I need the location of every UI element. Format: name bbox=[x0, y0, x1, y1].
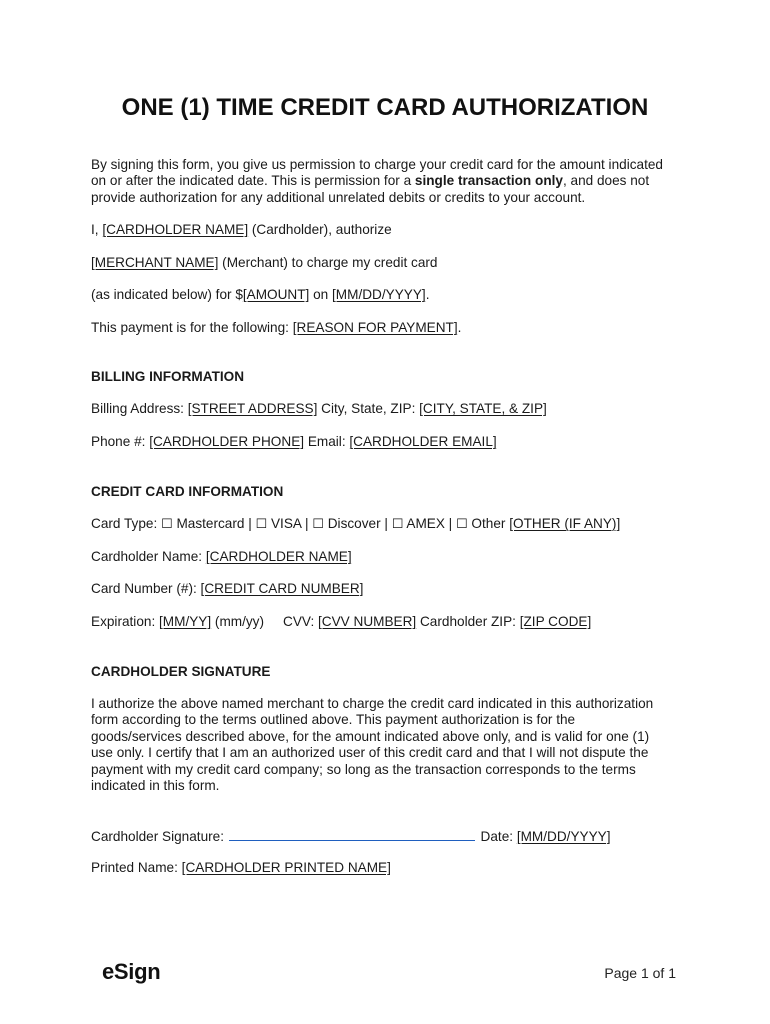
authorize-text: I, bbox=[91, 222, 103, 237]
merchant-name-field[interactable]: [MERCHANT NAME] bbox=[91, 255, 219, 270]
signature-label: Cardholder Signature: bbox=[91, 829, 228, 844]
expiration-label: Expiration: bbox=[91, 614, 160, 629]
intro-line bbox=[91, 173, 681, 189]
payment-reason-line bbox=[91, 320, 691, 336]
document-title: ONE (1) TIME CREDIT CARD AUTHORIZATION bbox=[121, 94, 649, 121]
intro-line: provide authorization for any additional unrelated debits or credits to your account. bbox=[91, 189, 586, 205]
reason-label: This payment is for the following: bbox=[91, 320, 293, 335]
authorize-text: (Cardholder), authorize bbox=[248, 222, 392, 237]
amex-label: AMEX | bbox=[403, 516, 456, 531]
amex-checkbox[interactable]: ☐ bbox=[391, 516, 404, 531]
printed-name-field[interactable]: [CARDHOLDER PRINTED NAME] bbox=[181, 860, 391, 875]
intro-line: By signing this form, you give us permission to charge your credit card for the amount indicated bbox=[91, 157, 663, 172]
visa-label: VISA | bbox=[267, 516, 313, 531]
authorize-text: . bbox=[425, 287, 430, 302]
other-label: Other bbox=[467, 516, 510, 531]
terms-line: use only. I certify that I am an authorized user of this credit card and that I will not dispute the bbox=[91, 745, 649, 761]
other-checkbox[interactable]: ☐ bbox=[456, 516, 468, 531]
phone-label: Phone #: bbox=[91, 434, 150, 449]
card-type-label: Card Type: bbox=[91, 516, 162, 531]
terms-line: goods/services described above, for the amount indicated above only, and is valid for one (1) bbox=[91, 728, 650, 744]
other-card-field[interactable]: [OTHER (IF ANY)] bbox=[509, 516, 621, 531]
authorize-text: . bbox=[457, 320, 462, 335]
printed-name-line bbox=[91, 860, 691, 876]
signature-field[interactable] bbox=[229, 827, 475, 841]
page-number: Page 1 of 1 bbox=[604, 965, 676, 981]
authorize-amount-line bbox=[91, 287, 691, 303]
terms-line: I authorize the above named merchant to charge the credit card indicated in this authorization bbox=[91, 696, 654, 711]
signature-terms-paragraph bbox=[91, 696, 681, 794]
authorize-text: on bbox=[309, 287, 333, 302]
charge-date-field[interactable]: [MM/DD/YYYY] bbox=[332, 287, 426, 302]
credit-card-heading: CREDIT CARD INFORMATION bbox=[91, 484, 284, 499]
mastercard-label: Mastercard | bbox=[172, 516, 256, 531]
amount-field[interactable]: [AMOUNT] bbox=[242, 287, 310, 302]
terms-line: form according to the terms outlined above. This payment authorization is for the bbox=[91, 712, 576, 728]
cvv-label: CVV: bbox=[283, 614, 318, 629]
single-transaction-emphasis: single transaction only bbox=[414, 173, 563, 189]
visa-checkbox[interactable]: ☐ bbox=[255, 516, 268, 531]
card-type-line bbox=[91, 516, 691, 532]
card-expiration-line bbox=[91, 614, 691, 630]
mastercard-checkbox[interactable]: ☐ bbox=[161, 516, 173, 531]
terms-line: payment with my credit card company; so long as the transaction corresponds to the terms bbox=[91, 761, 636, 777]
reason-field[interactable]: [REASON FOR PAYMENT] bbox=[292, 320, 458, 335]
email-field[interactable]: [CARDHOLDER EMAIL] bbox=[349, 434, 497, 449]
zip-code-field[interactable]: [ZIP CODE] bbox=[519, 614, 592, 629]
cardholder-name-label: Cardholder Name: bbox=[91, 549, 206, 564]
card-number-field[interactable]: [CREDIT CARD NUMBER] bbox=[200, 581, 364, 596]
signature-heading: CARDHOLDER SIGNATURE bbox=[91, 664, 271, 679]
card-number-line bbox=[91, 581, 691, 597]
intro-text: , and does not bbox=[562, 173, 650, 189]
city-state-zip-field[interactable]: [CITY, STATE, & ZIP] bbox=[419, 401, 547, 416]
signature-line bbox=[91, 827, 691, 845]
cardholder-zip-label: Cardholder ZIP: bbox=[416, 614, 520, 629]
billing-heading: BILLING INFORMATION bbox=[91, 369, 245, 384]
email-label: Email: bbox=[304, 434, 350, 449]
card-holder-line bbox=[91, 549, 691, 565]
authorize-merchant-line bbox=[91, 255, 691, 271]
esign-logo: eSign bbox=[102, 959, 161, 984]
discover-checkbox[interactable]: ☐ bbox=[312, 516, 324, 531]
billing-address-line bbox=[91, 401, 691, 417]
intro-text: on or after the indicated date. This is permission for a bbox=[91, 173, 415, 189]
city-state-zip-label: City, State, ZIP: bbox=[317, 401, 420, 416]
expiration-hint: (mm/yy) bbox=[211, 614, 264, 629]
authorize-text: (as indicated below) for $ bbox=[91, 287, 243, 302]
signature-date-field[interactable]: [MM/DD/YYYY] bbox=[516, 829, 611, 844]
printed-name-label: Printed Name: bbox=[91, 860, 182, 875]
terms-line: indicated in this form. bbox=[91, 778, 220, 794]
card-holder-name-field[interactable]: [CARDHOLDER NAME] bbox=[205, 549, 352, 564]
card-number-label: Card Number (#): bbox=[91, 581, 201, 596]
street-address-field[interactable]: [STREET ADDRESS] bbox=[187, 401, 318, 416]
intro-paragraph bbox=[91, 157, 681, 206]
expiration-field[interactable]: [MM/YY] bbox=[159, 614, 212, 629]
discover-label: Discover | bbox=[323, 516, 392, 531]
phone-field[interactable]: [CARDHOLDER PHONE] bbox=[149, 434, 305, 449]
signature-date-label: Date: bbox=[476, 829, 517, 844]
authorize-text: (Merchant) to charge my credit card bbox=[218, 255, 438, 270]
cardholder-name-field[interactable]: [CARDHOLDER NAME] bbox=[102, 222, 249, 237]
contact-line bbox=[91, 434, 691, 450]
billing-address-label: Billing Address: bbox=[91, 401, 188, 416]
authorize-cardholder-line bbox=[91, 222, 691, 238]
cvv-field[interactable]: [CVV NUMBER] bbox=[318, 614, 417, 629]
